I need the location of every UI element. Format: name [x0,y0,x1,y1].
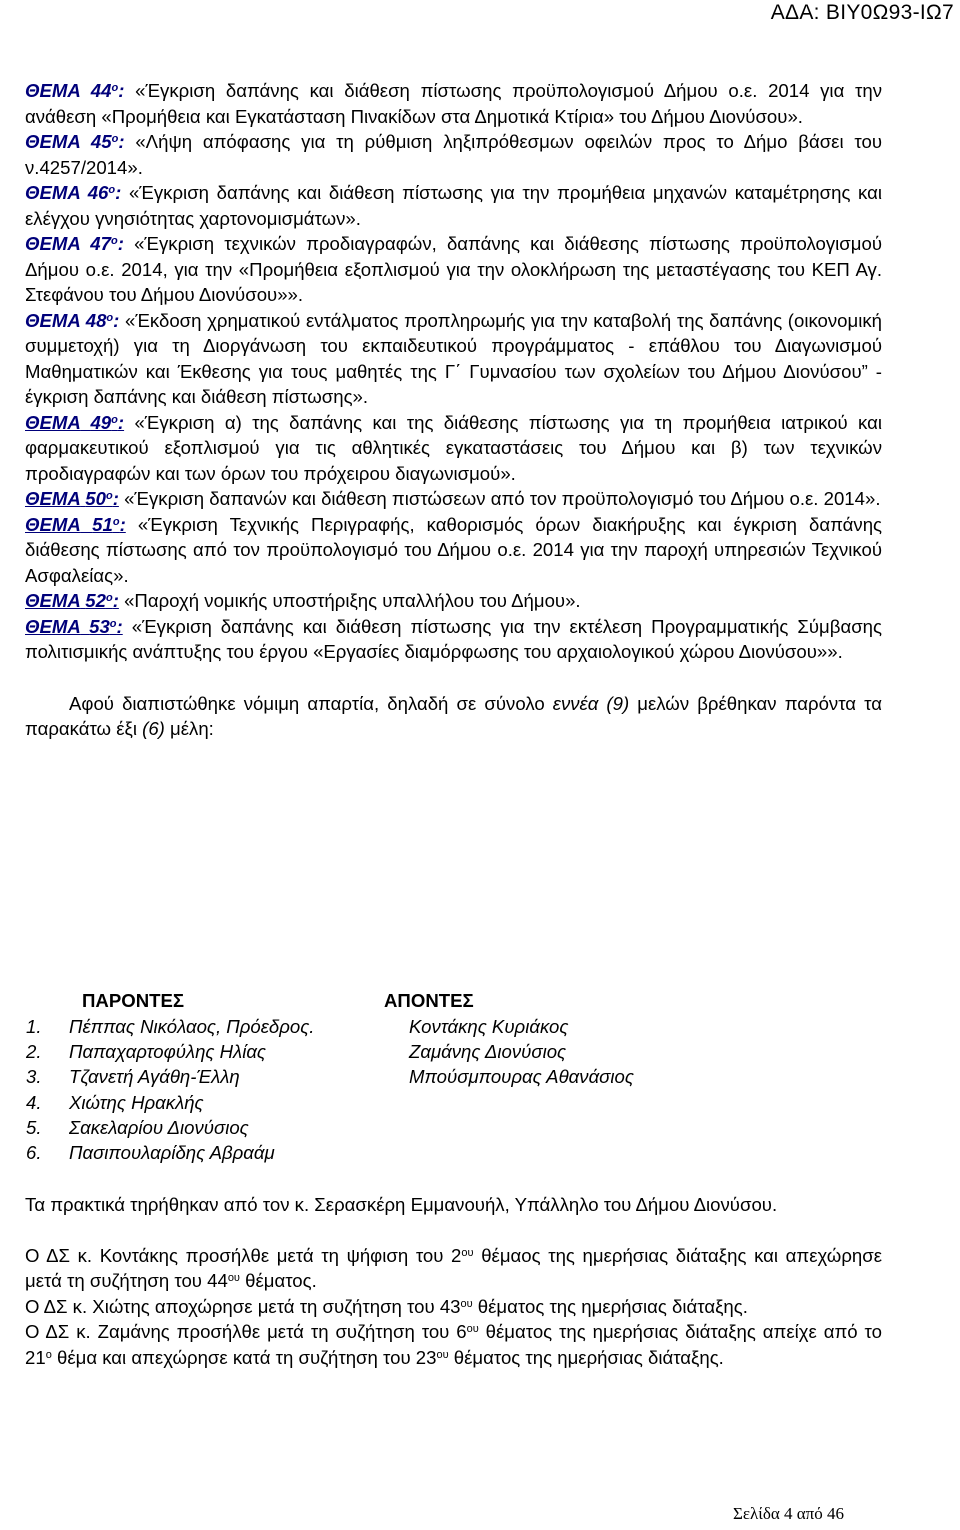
absent-member: Κοντάκης Κυριάκος [409,1016,569,1037]
agenda-topics [25,78,882,665]
topic-label: ΘΕΜΑ $48^o$: [25,309,120,331]
topic-45 [25,129,882,180]
attendance-header [25,988,882,1014]
present-member: Χιώτης Ηρακλής [69,1091,204,1113]
absent-member: Μπούσμπουρας Αθανάσιος [409,1066,634,1088]
present-member: Παπαχαρτοφύλης Ηλίας [69,1041,266,1063]
attendance-row: 5. Σακελαρίου Διονύσιος [25,1115,882,1140]
topic-text: «Έκδοση χρηματικού εντάλματος προπληρωμής για την καταβολή της δαπάνης (οικονομική συμμετοχή) για τη Διοργάνωση του εκπαιδευτικού προγράμματος - επάθλου του Διαγωνισμού Μαθηματικών και Έκθεσης για τους μαθητές της Γ΄ Γυμνασίου των σχολείων του Δήμου Διονύσου” - έγκριση δαπάνης και διάθεση πίστωσης». [25,309,882,407]
attendance-row: 3. Τζανετή Αγάθη-Έλλη Μπούσμπουρας Αθανάσιος [25,1064,882,1089]
document-body [25,78,882,1368]
topic-text: «Έγκριση α) της δαπάνης και της διάθεσης πίστωσης για τη προμήθεια ιατρικού και φαρμακευτικού εξοπλισμού για τις αθλητικές εγκαταστάσεις του Δήμου και β) των τεχνικών προδιαγραφών και των όρων του πρόχειρου διαγωνισμού». [25,411,882,484]
absent-member: Ζαμάνης Διονύσιος [409,1041,567,1063]
attendance-row: 1. Πέππας Νικόλαος, Πρόεδρος. Κοντάκης Κυριάκος [25,1014,882,1039]
note-kontakis: Ο ΔΣ κ. Κοντάκης προσήλθε μετά τη ψήφιση του $2^{o\upsilon}$ θέμαος της ημερήσιας διάταξης και απεχώρησε μετά τη συζήτηση του $44^{o\upsilon}$ θέματος. [25,1244,882,1291]
topic-label: ΘΕΜΑ $45^o$: [25,131,125,152]
topic-text: «Έγκριση δαπάνης και διάθεση πίστωσης προϋπολογισμού Δήμου ο.ε. 2014 για την ανάθεση «Προμήθεια και Εγκατάσταση Πινακίδων στα Δημοτικά Κτίρια» του Δήμου Διονύσου». [25,80,882,127]
topic-label: ΘΕΜΑ $51^o$: [25,513,126,535]
topic-47 [25,231,882,308]
present-member: Πέππας Νικόλαος, Πρόεδρος. [69,1016,315,1037]
topic-label: ΘΕΜΑ $52^o$: [25,590,119,611]
topic-51 [25,512,882,589]
ada-code: ΑΔΑ: ΒΙΥ0Ω93-ΙΩ7 [770,1,954,24]
topic-label: ΘΕΜΑ $47^o$: [25,233,124,254]
topic-label: ΘΕΜΑ $44^o$: [25,80,125,101]
topic-50 [25,486,882,512]
attendance-row: 6. Πασιπουλαρίδης Αβραάμ [25,1140,882,1165]
present-member: Σακελαρίου Διονύσιος [69,1116,249,1138]
attendance-row: 4. Χιώτης Ηρακλής [25,1090,882,1115]
quorum-statement: Αφού διαπιστώθηκε νόμιμη απαρτία, δηλαδή σε σύνολο εννέα (9) μελών βρέθηκαν παρόντα τα παρακάτω έξι (6) μέλη: [25,692,882,739]
topic-48 [25,308,882,410]
topic-44 [25,78,882,129]
topic-text: «Έγκριση Τεχνικής Περιγραφής, καθορισμός όρων διακήρυξης και έγκριση δαπάνης διάθεσης πίστωσης από τον προϋπολογισμό του Δήμου ο.ε. 2014 για την παροχή υπηρεσιών Τεχνικού Ασφαλείας». [25,513,882,586]
present-header: ΠΑΡΟΝΤΕΣ [82,990,185,1011]
topic-label: ΘΕΜΑ $53^o$: [25,615,123,637]
absent-header: ΑΠΟΝΤΕΣ [384,990,474,1011]
topic-text: «Παροχή νομικής υποστήριξης υπαλλήλου του Δήμου». [124,590,581,611]
topic-label: ΘΕΜΑ $46^o$: [25,182,122,203]
minutes-keeper: Τα πρακτικά τηρήθηκαν από τον κ. Σερασκέρη Εμμανουήλ, Υπάλληλο του Δήμου Διονύσου. [25,1194,778,1215]
present-member: Πασιπουλαρίδης Αβραάμ [69,1141,275,1163]
note-chiotis: Ο ΔΣ κ. Χιώτης αποχώρησε μετά τη συζήτηση του $43^{o\upsilon}$ θέματος της ημερήσιας διάταξης. [25,1295,748,1317]
topic-text: «Λήψη απόφασης για τη ρύθμιση ληξιπρόθεσμων οφειλών προς το Δήμο βάσει του ν.4257/2014». [25,131,882,178]
topic-text: «Έγκριση τεχνικών προδιαγραφών, δαπάνης και διάθεσης πίστωσης προϋπολογισμού Δήμου ο.ε. 2014, για την «Προμήθεια εξοπλισμού για την ολοκλήρωση της μεταστέγασης του ΚΕΠ Αγ. Στεφάνου του Δήμου Διονύσου»». [25,233,882,305]
topic-text: «Έγκριση δαπανών και διάθεση πιστώσεων από τον προϋπολογισμό του Δήμου ο.ε. 2014». [124,488,881,509]
topic-text: «Έγκριση δαπάνης και διάθεση πίστωσης για την εκτέλεση Προγραμματικής Σύμβασης πολιτισμικής ανάπτυξης του έργου «Εργασίες διαμόρφωσης του αρχαιολογικού χώρου Διονύσου»». [25,615,882,662]
page-number: Σελίδα 4 από 46 [732,1504,844,1523]
attendance-list [25,988,882,1165]
topic-label: ΘΕΜΑ $50^o$: [25,488,119,509]
present-member: Τζανετή Αγάθη-Έλλη [69,1066,240,1088]
topic-49 [25,410,882,487]
topic-text: «Έγκριση δαπάνης και διάθεση πίστωσης για την προμήθεια μηχανών καταμέτρησης και ελέγχου γνησιότητας χαρτονομισμάτων». [25,182,882,229]
topic-53 [25,614,882,665]
topic-52 [25,588,882,614]
closing-notes [25,1192,882,1370]
note-zamanis: Ο ΔΣ κ. Ζαμάνης προσήλθε μετά τη συζήτηση του $6^{o\upsilon}$ θέματος της ημερήσιας διάταξης απείχε από το $21^o$ θέμα και απεχώρησε κατά τη συζήτηση του $23^{o\upsilon}$ θέματος της ημερήσιας διάταξης. [25,1321,882,1368]
topic-label: ΘΕΜΑ $49^o$: [25,411,125,433]
topic-46 [25,180,882,231]
attendance-row: 2. Παπαχαρτοφύλης Ηλίας Ζαμάνης Διονύσιος [25,1039,882,1064]
